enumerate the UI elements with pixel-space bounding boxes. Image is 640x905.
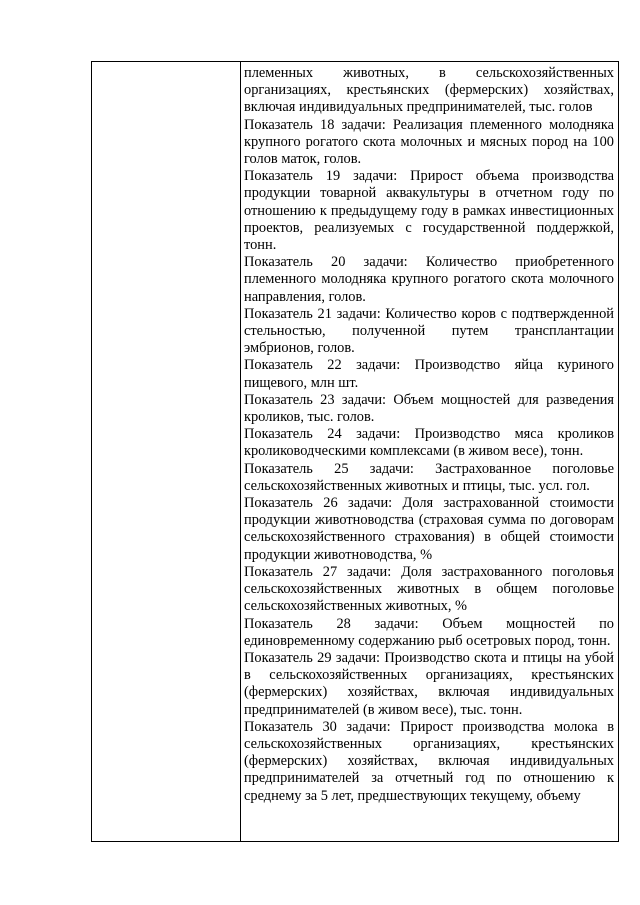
indicator-24: Показатель 24 задачи: Производство мяса кроликов кролиководческими комплексами (в живом весе), тонн.	[244, 426, 614, 460]
indicator-paragraph-continued: племенных животных, в сельскохозяйственных организациях, крестьянских (фермерских) хозяйствах, включая индивидуальных предпринимателей, тыс. голов	[244, 65, 614, 116]
indicator-21: Показатель 21 задачи: Количество коров с подтвержденной стельностью, полученной путем трансплантации эмбрионов, голов.	[244, 305, 614, 357]
indicator-18: Показатель 18 задачи: Реализация племенного молодняка крупного рогатого скота молочных и мясных пород на 100 голов маток, голов.	[244, 116, 614, 168]
indicator-30: Показатель 30 задачи: Прирост производства молока в сельскохозяйственных организациях, крестьянских (фермерских) хозяйствах, включая индивидуальных предпринимателей за отчетный год по отношению к среднему за 5 лет, предшествующих текущему, объему	[244, 718, 614, 804]
indicator-23: Показатель 23 задачи: Объем мощностей для разведения кроликов, тыс. голов.	[244, 391, 614, 426]
indicator-26: Показатель 26 задачи: Доля застрахованной стоимости продукции животноводства (страховая сумма по договорам сельскохозяйственного страхования) в общей стоимости продукции животноводства, %	[244, 495, 614, 563]
indicator-27: Показатель 27 задачи: Доля застрахованного поголовья сельскохозяйственных животных в общем поголовье сельскохозяйственных животных, %	[244, 563, 614, 615]
indicator-29: Показатель 29 задачи: Производство скота и птицы на убой в сельскохозяйственных организациях, крестьянских (фермерских) хозяйствах, включая индивидуальных предпринимателей (в живом весе), тыс. тонн.	[244, 649, 614, 718]
indicator-28: Показатель 28 задачи: Объем мощностей по единовременному содержанию рыб осетровых пород, тонн.	[244, 615, 614, 649]
indicator-list	[241, 62, 618, 841]
indicator-19: Показатель 19 задачи: Прирост объема производства продукции товарной аквакультуры в отчетном году по отношению к предыдущему году в рамках инвестиционных проектов, реализуемых с государственной поддержкой, тонн.	[244, 168, 614, 254]
left-cell	[92, 62, 241, 842]
indicator-table	[91, 61, 619, 842]
indicator-20: Показатель 20 задачи: Количество приобретенного племенного молодняка крупного рогатого скота молочного направления, голов.	[244, 254, 614, 305]
indicator-22: Показатель 22 задачи: Производство яйца куриного пищевого, млн шт.	[244, 357, 614, 391]
right-cell	[241, 62, 619, 842]
table-row	[92, 62, 619, 842]
indicator-25: Показатель 25 задачи: Застрахованное поголовье сельскохозяйственных животных и птицы, тыс. усл. гол.	[244, 460, 614, 494]
